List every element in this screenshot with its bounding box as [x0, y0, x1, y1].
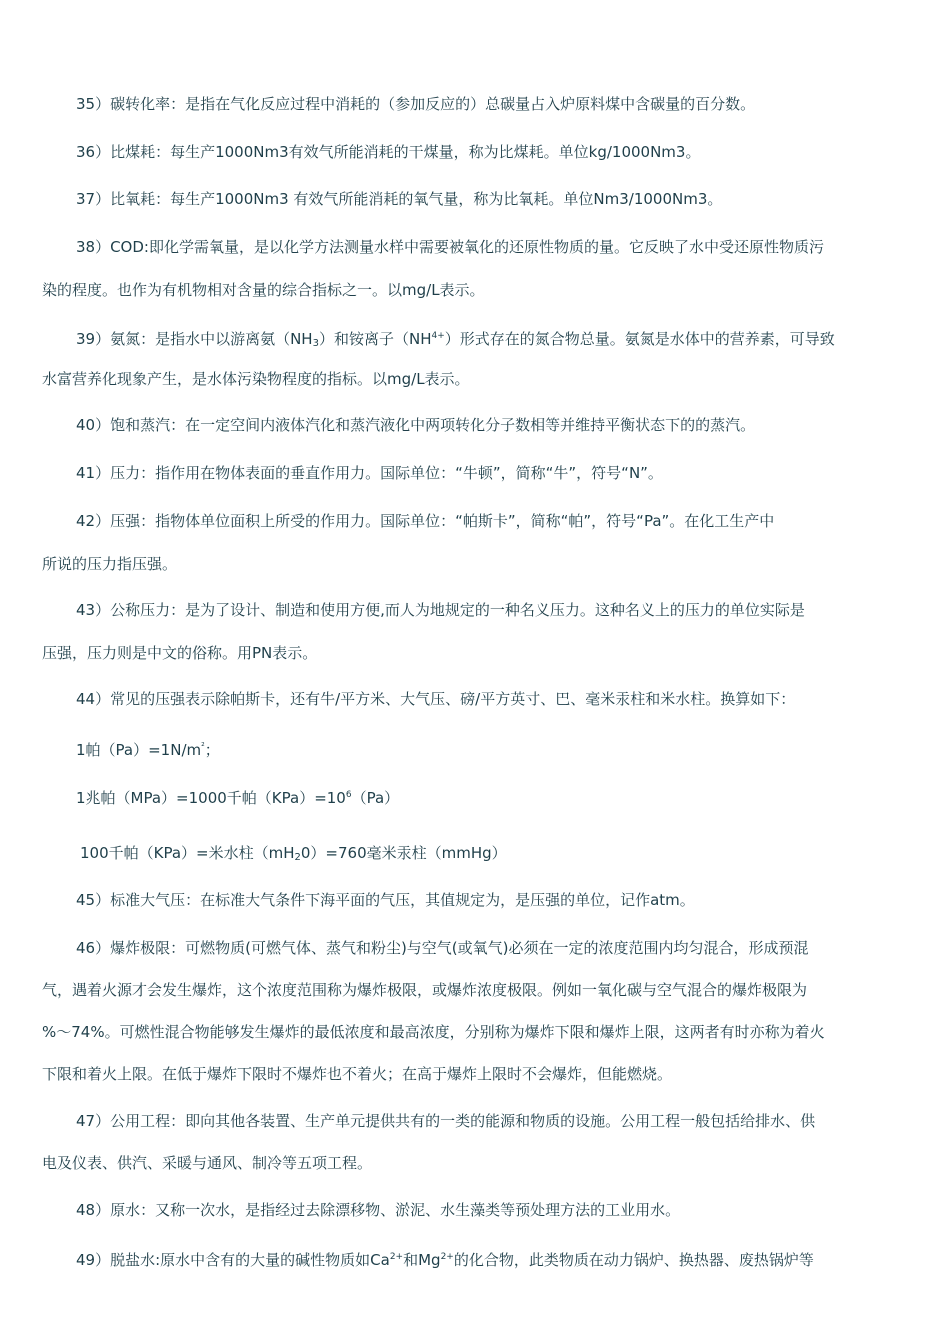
formula-kilopascal-text-a: 100千帕（KPa）=米水柱（mH: [80, 844, 295, 862]
formula-megapascal-superscript: 6: [345, 790, 352, 800]
formula-pascal-superscript: ²: [201, 742, 205, 752]
term-39-text-c: ）形式存在的氮合物总量。氨氮是水体中的营养素，可导致: [444, 330, 835, 348]
term-39-subscript: 3: [312, 338, 319, 349]
term-39-line-2: 水富营养化现象产生，是水体污染物程度的指标。以mg/L表示。: [42, 370, 470, 388]
formula-megapascal-text-a: 1兆帕（MPa）=1000千帕（KPa）=10: [76, 789, 346, 807]
term-35: 35）碳转化率：是指在气化反应过程中消耗的（参加反应的）总碳量占入炉原料煤中含碳量的百分数。: [76, 95, 756, 113]
term-42-line-1: 42）压强：指物体单位面积上所受的作用力。国际单位：“帕斯卡”，简称“帕”，符号“Pa”。在化工生产中: [76, 512, 775, 530]
term-38-line-2: 染的程度。也作为有机物相对含量的综合指标之一。以mg/L表示。: [42, 281, 485, 299]
term-46-line-4: 下限和着火上限。在低于爆炸下限时不爆炸也不着火；在高于爆炸上限时不会爆炸，但能燃烧。: [42, 1065, 673, 1083]
term-40: 40）饱和蒸汽：在一定空间内液体汽化和蒸汽液化中两项转化分子数相等并维持平衡状态下的的蒸汽。: [76, 416, 756, 434]
term-47-line-2: 电及仪表、供汽、采暖与通风、制冷等五项工程。: [42, 1154, 373, 1172]
term-44: 44）常见的压强表示除帕斯卡，还有牛/平方米、大气压、磅/平方英寸、巴、毫米汞柱和米水柱。换算如下：: [76, 690, 796, 708]
term-45: 45）标准大气压：在标准大气条件下海平面的气压，其值规定为，是压强的单位，记作atm。: [76, 891, 695, 909]
term-43-line-2: 压强，压力则是中文的俗称。用PN表示。: [42, 644, 318, 662]
term-43-line-1: 43）公称压力：是为了设计、制造和使用方便,而人为地规定的一种名义压力。这种名义上的压力的单位实际是: [76, 601, 805, 619]
formula-pascal: [76, 737, 906, 760]
term-41: 41）压力：指作用在物体表面的垂直作用力。国际单位：“牛顿”，简称“牛”，符号“N”。: [76, 464, 663, 482]
term-39-text-b: ）和铵离子（NH: [318, 330, 432, 348]
term-49-superscript-ca: 2+: [389, 1252, 404, 1262]
term-49-superscript-mg: 2+: [440, 1252, 454, 1262]
term-46-line-2: 气，遇着火源才会发生爆炸，这个浓度范围称为爆炸极限，或爆炸浓度极限。例如一氧化碳与空气混合的爆炸极限为: [42, 981, 808, 999]
formula-kilopascal: [80, 843, 910, 868]
term-49-line-1: [76, 1247, 906, 1270]
term-49-text-a: 49）脱盐水:原水中含有的大量的碱性物质如Ca: [76, 1251, 390, 1269]
term-48: 48）原水：又称一次水，是指经过去除漂移物、淤泥、水生藻类等预处理方法的工业用水。: [76, 1201, 681, 1219]
term-47-line-1: 47）公用工程：即向其他各装置、生产单元提供共有的一类的能源和物质的设施。公用工程一般包括给排水、供: [76, 1112, 816, 1130]
term-39-superscript: 4+: [431, 331, 445, 341]
formula-pascal-text-b: ；: [204, 741, 220, 759]
formula-pascal-text-a: 1帕（Pa）=1N/m: [76, 741, 202, 759]
term-46-line-3: %～74%。可燃性混合物能够发生爆炸的最低浓度和最高浓度，分别称为爆炸下限和爆炸上限，这两者有时亦称为着火: [42, 1023, 825, 1041]
term-49-text-b: 和Mg: [403, 1251, 441, 1269]
term-46-line-1: 46）爆炸极限：可燃物质(可燃气体、蒸气和粉尘)与空气(或氧气)必须在一定的浓度范围内均匀混合，形成预混: [76, 939, 809, 957]
term-42-line-2: 所说的压力指压强。: [42, 555, 178, 573]
formula-kilopascal-subscript: 2: [294, 852, 301, 863]
term-37: 37）比氧耗：每生产1000Nm3 有效气所能消耗的氧气量，称为比氧耗。单位Nm3/1000Nm3。: [76, 190, 723, 208]
term-39-line-1: [76, 326, 906, 354]
term-36: 36）比煤耗：每生产1000Nm3有效气所能消耗的干煤量，称为比煤耗。单位kg/1000Nm3。: [76, 143, 701, 161]
formula-kilopascal-text-b: 0）=760毫米汞柱（mmHg）: [300, 844, 507, 862]
formula-megapascal: [76, 785, 906, 808]
formula-megapascal-text-b: （Pa）: [351, 789, 400, 807]
term-39-text-a: 39）氨氮：是指水中以游离氨（NH: [76, 330, 313, 348]
term-49-text-c: 的化合物，此类物质在动力锅炉、换热器、废热锅炉等: [453, 1251, 814, 1269]
term-38-line-1: 38）COD:即化学需氧量，是以化学方法测量水样中需要被氧化的还原性物质的量。它反映了水中受还原性物质污: [76, 238, 824, 256]
